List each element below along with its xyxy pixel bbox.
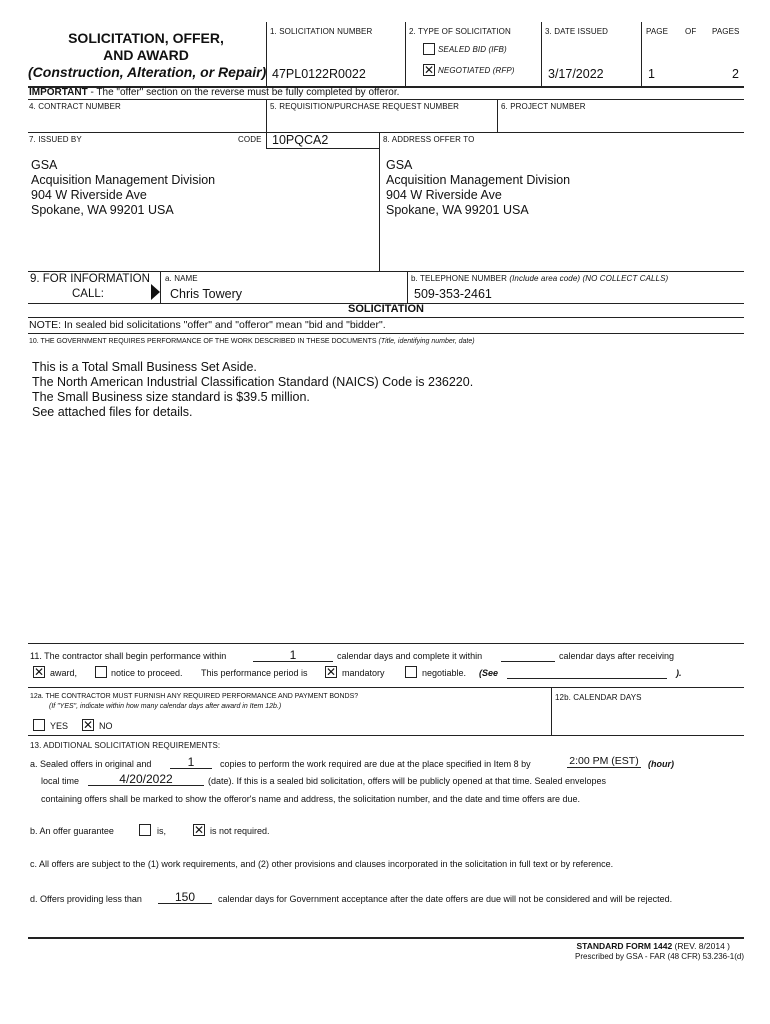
local-time-label: local time xyxy=(41,776,80,786)
project-number-label: 6. PROJECT NUMBER xyxy=(501,102,586,111)
box13d-text2: calendar days for Government acceptance after the date offers are due will not be considered and will be rejected. xyxy=(218,894,673,904)
box13a-text2: copies to perform the work required are due at the place specified in Item 8 by xyxy=(220,759,531,769)
see-label: (See xyxy=(479,668,499,678)
address-offer-to[interactable] xyxy=(386,158,570,218)
form-number xyxy=(440,941,730,951)
telephone-label-italic: (Include area code) (NO COLLECT CALLS) xyxy=(509,274,669,283)
box13a-text4: containing offers shall be marked to show the offeror's name and address, the solicitation number, and the date and time offers are due. xyxy=(41,794,581,804)
box13a-text1: a. Sealed offers in original and xyxy=(30,759,152,769)
telephone-label xyxy=(411,274,668,283)
box13-heading: 13. ADDITIONAL SOLICITATION REQUIREMENTS: xyxy=(30,741,221,750)
pages-value[interactable]: 2 xyxy=(732,67,739,81)
negotiable-checkbox[interactable] xyxy=(405,666,417,678)
notice-to-proceed-label: notice to proceed. xyxy=(111,668,183,678)
form-title-line3: (Construction, Alteration, or Repair) xyxy=(28,64,267,80)
code-label: CODE xyxy=(238,135,262,144)
issuer-code-value[interactable]: 10PQCA2 xyxy=(272,133,329,147)
work-description[interactable] xyxy=(32,360,473,420)
description-line: This is a Total Small Business Set Aside. xyxy=(32,360,257,374)
issued-by-label: 7. ISSUED BY xyxy=(29,135,82,144)
performance-period-text: This performance period is xyxy=(201,668,308,678)
address-offer-line: GSA xyxy=(386,158,413,172)
box11-text-c: calendar days after receiving xyxy=(559,651,675,661)
sealed-bid-checkbox[interactable] xyxy=(423,43,435,55)
award-checkbox[interactable]: ✕ xyxy=(34,665,45,679)
description-line: See attached files for details. xyxy=(32,405,193,419)
negotiated-label: NEGOTIATED (RFP) xyxy=(438,66,515,75)
solicitation-type-label: 2. TYPE OF SOLICITATION xyxy=(409,27,511,36)
box12b-label: 12b. CALENDAR DAYS xyxy=(555,693,642,702)
mandatory-label: mandatory xyxy=(342,668,385,678)
form-revision: (REV. 8/2014 ) xyxy=(672,941,730,951)
hour-label: (hour) xyxy=(648,759,674,769)
box12a-sublabel: (If "YES", indicate within how many calendar days after award in Item 12b.) xyxy=(49,703,282,710)
bonds-yes-label: YES xyxy=(50,721,69,731)
see-close-label: ). xyxy=(676,668,682,678)
acceptance-days-field[interactable]: 150 xyxy=(158,891,212,904)
due-time-field[interactable]: 2:00 PM (EST) xyxy=(567,755,641,768)
issued-by-line: Spokane, WA 99201 USA xyxy=(31,203,174,217)
copies-field[interactable]: 1 xyxy=(170,756,212,769)
issued-by-line: GSA xyxy=(31,158,58,172)
issued-by-address[interactable] xyxy=(31,158,215,218)
calendar-days-field[interactable] xyxy=(553,705,742,733)
important-bold: IMPORTANT xyxy=(29,87,88,98)
guarantee-is-checkbox[interactable] xyxy=(139,824,151,836)
project-number-field[interactable] xyxy=(499,112,742,130)
solicitation-number-label: 1. SOLICITATION NUMBER xyxy=(270,27,373,36)
box11-text-b: calendar days and complete it within xyxy=(337,651,483,661)
negotiable-label: negotiable. xyxy=(422,668,467,678)
complete-days-field[interactable] xyxy=(501,649,555,662)
form-title-line2: AND AWARD xyxy=(103,47,189,63)
info-call-label-line1: 9. FOR INFORMATION xyxy=(30,273,150,285)
address-offer-line: 904 W Riverside Ave xyxy=(386,188,502,202)
important-notice xyxy=(29,87,399,98)
telephone-value[interactable]: 509-353-2461 xyxy=(414,287,492,301)
due-date-field[interactable]: 4/20/2022 xyxy=(88,773,204,786)
box13a-text3: (date). If this is a sealed bid solicitation, offers will be publicly opened at that time. Sealed envelopes xyxy=(208,776,607,786)
bonds-no-label: NO xyxy=(99,721,113,731)
requisition-number-field[interactable] xyxy=(268,112,495,130)
description-line: The North American Industrial Classification Standard (NAICS) Code is 236220. xyxy=(32,375,474,389)
form-title-line1: SOLICITATION, OFFER, xyxy=(68,30,224,46)
issued-by-line: 904 W Riverside Ave xyxy=(31,188,147,202)
contact-name-value[interactable]: Chris Towery xyxy=(170,287,243,301)
info-call-label-line2: CALL: xyxy=(72,288,104,300)
see-reference-field[interactable] xyxy=(507,666,667,679)
date-issued-label: 3. DATE ISSUED xyxy=(545,27,609,36)
page-label: PAGE xyxy=(646,27,669,36)
box13c-text: c. All offers are subject to the (1) work requirements, and (2) other provisions and clauses incorporated in the solicitation in full text or by reference. xyxy=(30,859,614,869)
address-offer-to-label: 8. ADDRESS OFFER TO xyxy=(383,135,475,144)
address-offer-line: Acquisition Management Division xyxy=(386,173,571,187)
telephone-label-main: b. TELEPHONE NUMBER xyxy=(411,274,510,283)
prescribed-by: Prescribed by GSA - FAR (48 CFR) 53.236-1(d) xyxy=(575,952,744,961)
box13d-text1: d. Offers providing less than xyxy=(30,894,142,904)
box11-text-a: 11. The contractor shall begin performance within xyxy=(30,651,227,661)
guarantee-not-required-checkbox[interactable]: ✕ xyxy=(194,823,205,837)
guarantee-not-required-label: is not required. xyxy=(210,826,270,836)
contract-number-field[interactable] xyxy=(29,112,264,130)
of-label: OF xyxy=(685,27,697,36)
mandatory-checkbox[interactable]: ✕ xyxy=(326,665,337,679)
notice-to-proceed-checkbox[interactable] xyxy=(95,666,107,678)
bonds-yes-checkbox[interactable] xyxy=(33,719,45,731)
bonds-no-checkbox[interactable]: ✕ xyxy=(83,718,94,732)
requisition-number-label: 5. REQUISITION/PURCHASE REQUEST NUMBER xyxy=(270,102,460,111)
date-issued-value[interactable]: 3/17/2022 xyxy=(548,67,604,81)
note-text: NOTE: In sealed bid solicitations "offer" and "offeror" mean "bid and "bidder". xyxy=(29,319,386,331)
form-number-bold: STANDARD FORM 1442 xyxy=(576,941,673,951)
award-label: award, xyxy=(50,668,78,678)
box10-label xyxy=(29,338,475,345)
box10-label-italic: (Title, identifying number, date) xyxy=(378,338,475,345)
box13b-text: b. An offer guarantee xyxy=(30,826,114,836)
page-value[interactable]: 1 xyxy=(648,67,655,81)
solicitation-number-value[interactable]: 47PL0122R0022 xyxy=(272,67,366,81)
important-text: - The "offer" section on the reverse must be fully completed by offeror. xyxy=(87,87,400,98)
negotiated-checkbox[interactable]: ✕ xyxy=(424,63,435,77)
description-line: The Small Business size standard is $39.5 million. xyxy=(32,390,310,404)
arrow-right-icon xyxy=(151,284,160,300)
start-days-field[interactable]: 1 xyxy=(253,649,333,662)
box12a-label: 12a. THE CONTRACTOR MUST FURNISH ANY REQUIRED PERFORMANCE AND PAYMENT BONDS? xyxy=(30,693,359,700)
contact-name-label: a. NAME xyxy=(165,274,198,283)
contract-number-label: 4. CONTRACT NUMBER xyxy=(29,102,121,111)
solicitation-heading: SOLICITATION xyxy=(348,303,424,315)
address-offer-line: Spokane, WA 99201 USA xyxy=(386,203,529,217)
box10-label-main: 10. THE GOVERNMENT REQUIRES PERFORMANCE OF THE WORK DESCRIBED IN THESE DOCUMENTS xyxy=(29,338,379,345)
pages-label: PAGES xyxy=(712,27,740,36)
issued-by-line: Acquisition Management Division xyxy=(31,173,216,187)
guarantee-is-label: is, xyxy=(157,826,166,836)
sealed-bid-label: SEALED BID (IFB) xyxy=(438,45,507,54)
